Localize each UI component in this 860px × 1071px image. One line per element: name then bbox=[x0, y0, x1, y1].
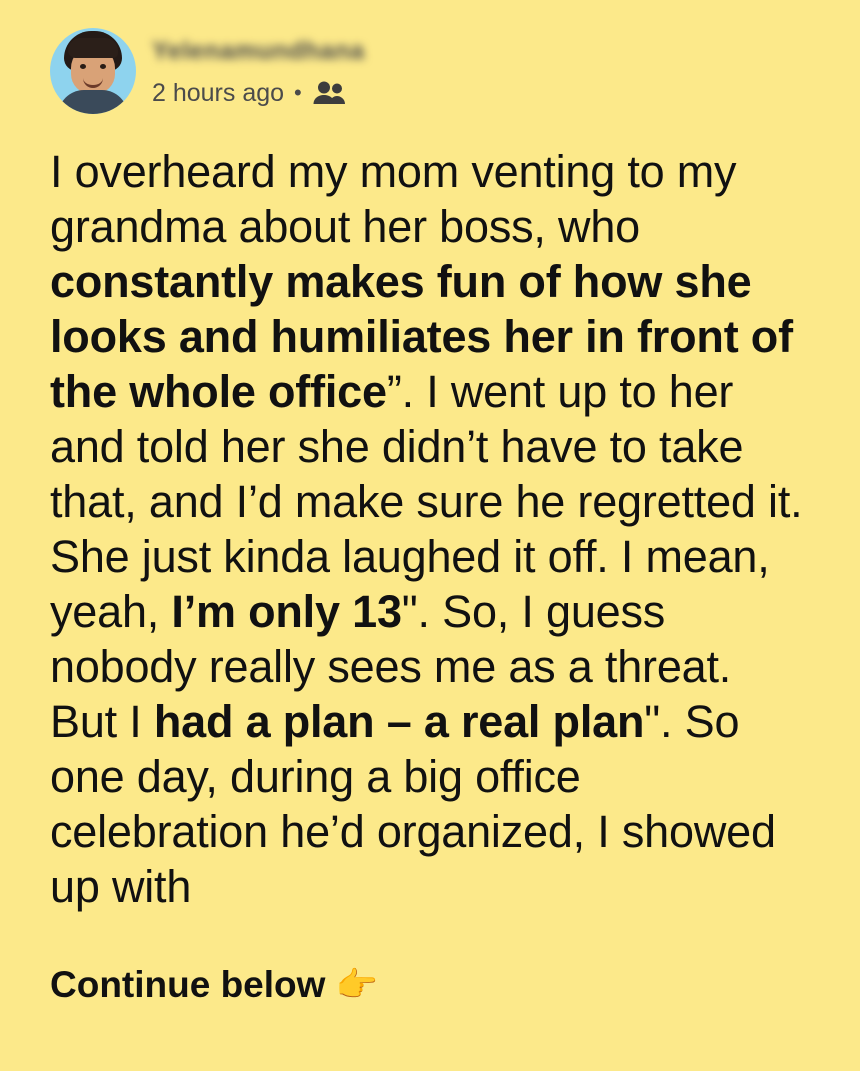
meta-separator: • bbox=[294, 80, 302, 105]
post-segment-4: ". So, I guess nobody really sees me as a threat. But I bbox=[50, 586, 732, 747]
author-name[interactable]: Yelenamundhana bbox=[152, 37, 365, 65]
avatar-fringe bbox=[68, 38, 118, 58]
avatar-eye-left bbox=[80, 64, 86, 69]
post-segment-1: constantly makes fun of how she looks and humiliates her in front of the whole office bbox=[50, 256, 793, 417]
post-header bbox=[50, 26, 810, 122]
post-segment-0: I overheard my mom venting to my grandma about her boss, who bbox=[50, 146, 737, 252]
avatar-shoulders bbox=[58, 90, 128, 114]
pointing-hand-icon: 👉 bbox=[335, 966, 378, 1004]
friends-icon[interactable] bbox=[312, 80, 346, 106]
post-meta bbox=[152, 79, 365, 107]
avatar[interactable] bbox=[50, 28, 136, 114]
continue-label: Continue below bbox=[50, 964, 326, 1005]
post-timestamp: 2 hours ago bbox=[152, 79, 285, 107]
continue-below-prompt[interactable] bbox=[50, 964, 810, 1006]
avatar-eye-right bbox=[100, 64, 106, 69]
post-segment-2: ”. I went up to her and told her she didn’t have to take that, and I’d make sure he regretted it. She just kinda laughed it off. I mean, yeah, bbox=[50, 366, 803, 637]
post-header-text bbox=[152, 26, 365, 107]
post-segment-6: ". So one day, during a big office celebration he’d organized, I showed up with bbox=[50, 696, 776, 912]
post-segment-3: I’m only 13 bbox=[171, 586, 402, 637]
post-body bbox=[50, 144, 810, 914]
post-segment-5: had a plan – a real plan bbox=[153, 696, 645, 747]
